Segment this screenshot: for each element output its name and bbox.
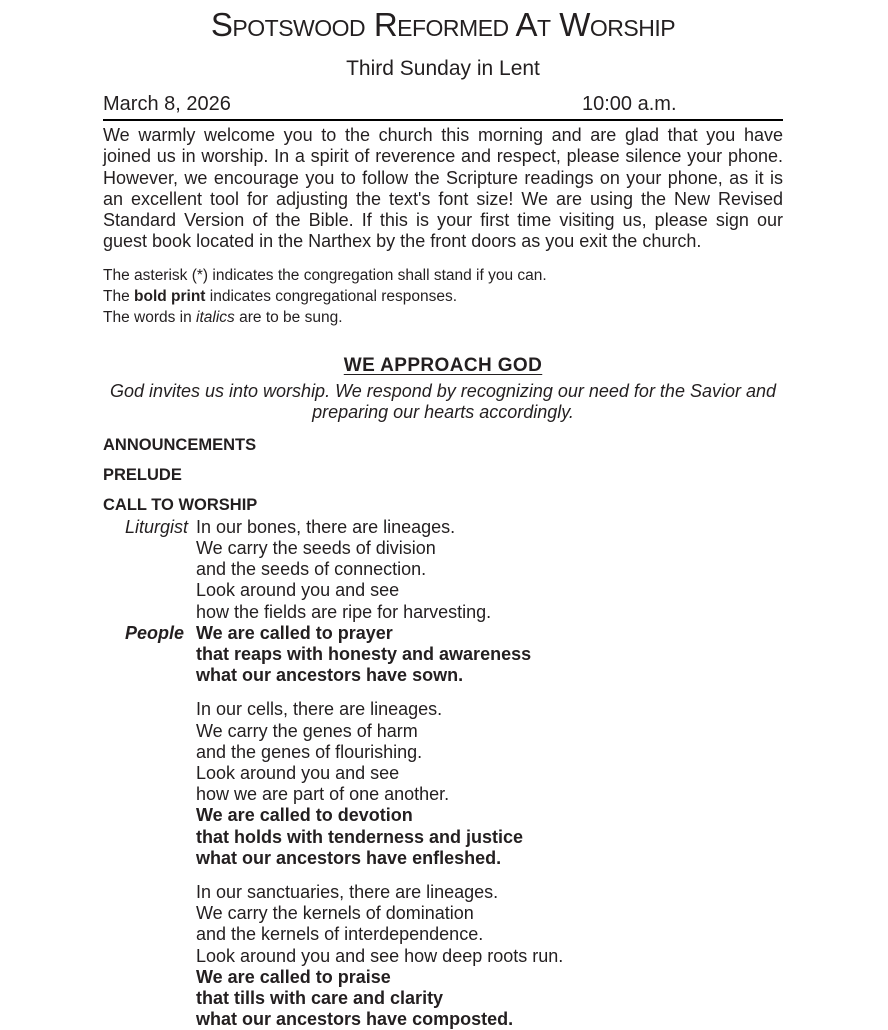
section-heading-we-approach-god: WE APPROACH GOD xyxy=(343,354,543,376)
speaker-label: Liturgist xyxy=(125,516,189,537)
liturgy-line: We carry the genes of harm xyxy=(196,720,418,741)
liturgy-line: We are called to prayer xyxy=(196,622,393,643)
page-subtitle: Third Sunday in Lent xyxy=(346,57,540,80)
liturgy-line: how we are part of one another. xyxy=(196,784,450,805)
liturgy-line: that holds with tenderness and justice xyxy=(196,826,524,847)
verse xyxy=(196,517,783,623)
liturgy-line: what our ancestors have composted. xyxy=(196,1009,514,1030)
liturgy-line: In our cells, there are lineages. xyxy=(196,699,443,720)
verse xyxy=(196,623,783,687)
liturgy-line: Look around you and see xyxy=(196,580,400,601)
dateline xyxy=(103,93,783,121)
liturgy-line: We are called to praise xyxy=(196,966,391,987)
liturgy-line: Look around you and see how deep roots run. xyxy=(196,945,564,966)
page-title: Spotswood Reformed At Worship xyxy=(210,6,676,43)
liturgy-line: In our bones, there are lineages. xyxy=(196,516,456,537)
liturgy-line: Look around you and see xyxy=(196,763,400,784)
heading-call-to-worship: CALL TO WORSHIP xyxy=(103,495,258,514)
liturgy-line: what our ancestors have sown. xyxy=(196,665,464,686)
liturgy-line: that tills with care and clarity xyxy=(196,988,444,1009)
heading-prelude: PRELUDE xyxy=(103,465,182,484)
legend xyxy=(103,265,783,328)
liturgy-line: that reaps with honesty and awareness xyxy=(196,644,532,664)
legend-line-bold: The bold print indicates congregational responses. xyxy=(103,287,458,305)
liturgy-line: In our sanctuaries, there are lineages. xyxy=(196,882,499,903)
liturgy-line: We carry the kernels of domination xyxy=(196,903,474,924)
liturgy-line: what our ancestors have enfleshed. xyxy=(196,847,502,868)
service-date: March 8, 2026 xyxy=(103,93,231,115)
verse xyxy=(196,882,783,1030)
liturgy-line: We carry the seeds of division xyxy=(196,537,436,558)
section-description: God invites us into worship. We respond by recognizing our need for the Savior and preparing our hearts accordingly. xyxy=(109,380,777,423)
service-time: 10:00 a.m. xyxy=(582,93,677,115)
welcome-paragraph: We warmly welcome you to the church this morning and are glad that you have joined us in worship. In a spirit of reverence and respect, please silence your phone. However, we encourage you to follow the Scripture readings on your phone, as it is an excellent tool for adjusting the text's font size! We are using the New Revised Standard Version of the Bible. If this is your first time visiting us, please sign our guest book located in the Narthex by the front doors as you exit the church. xyxy=(103,125,783,252)
liturgy-line: and the genes of flourishing. xyxy=(196,741,423,762)
liturgy-line: and the kernels of interdependence. xyxy=(196,924,484,945)
liturgy-block-people xyxy=(103,623,783,687)
liturgy-line: how the fields are ripe for harvesting. xyxy=(196,601,492,622)
call-to-worship-liturgy xyxy=(103,517,783,1030)
heading-announcements: ANNOUNCEMENTS xyxy=(103,435,257,454)
verse xyxy=(196,699,783,869)
liturgy-line: and the seeds of connection. xyxy=(196,559,427,580)
liturgy-line: We are called to devotion xyxy=(196,805,413,826)
liturgy-block-stanza-3 xyxy=(103,882,783,1030)
liturgy-block-liturgist xyxy=(103,517,783,623)
legend-line-asterisk: The asterisk (*) indicates the congregation shall stand if you can. xyxy=(103,266,547,284)
liturgy-block-stanza-2 xyxy=(103,699,783,869)
speaker-label: People xyxy=(125,622,185,643)
legend-line-italics: The words in italics are to be sung. xyxy=(103,308,343,326)
